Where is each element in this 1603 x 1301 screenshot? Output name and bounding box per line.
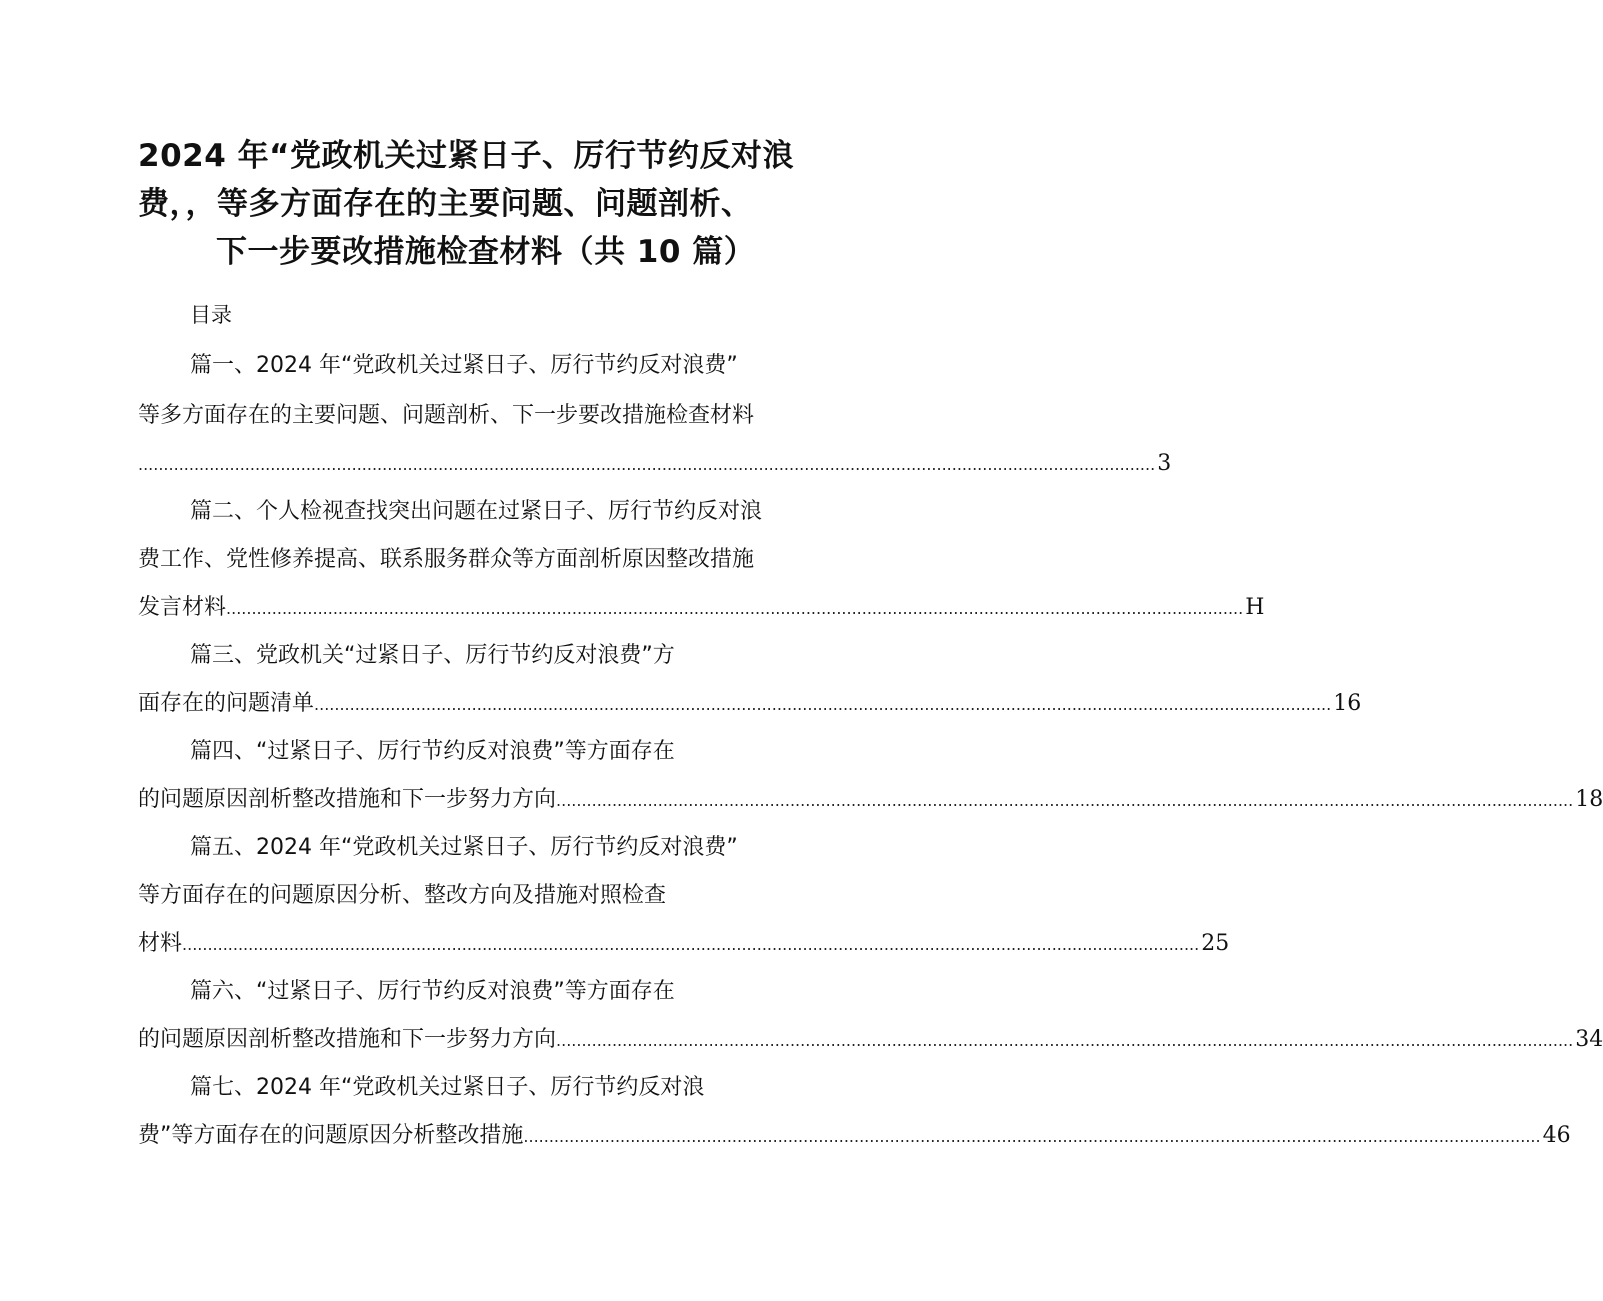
dot-leader: ........................................................................................................................................................................................................ xyxy=(138,455,1156,474)
toc-entry-line: 篇二、个人检视查找突出问题在过紧日子、厉行节约反对浪 xyxy=(190,499,763,524)
toc-leader-line xyxy=(138,444,1172,484)
toc-entry-line: 等方面存在的问题原因分析、整改方向及措施对照检查 xyxy=(138,883,667,908)
title-line-2: 费，，等多方面存在的主要问题、问题剖析、 xyxy=(138,186,753,222)
dot-leader: ........................................................................................................................................................................................................ xyxy=(226,599,1244,618)
toc-leader-line xyxy=(138,1020,1603,1060)
toc-leader-line xyxy=(138,588,1265,628)
toc-page-number: 3 xyxy=(1157,451,1172,476)
title-line-3: 下一步要改措施检查材料（共 10 篇） xyxy=(216,234,756,270)
toc-leader-line xyxy=(138,684,1362,724)
toc-entry-line: 篇六、“过紧日子、厉行节约反对浪费”等方面存在 xyxy=(190,979,675,1004)
toc-leader-line xyxy=(138,780,1603,820)
toc-page-number: 18 xyxy=(1575,787,1603,812)
toc-entry-line: 篇三、党政机关“过紧日子、厉行节约反对浪费”方 xyxy=(190,643,675,668)
toc-entry-line: 篇一、2024 年“党政机关过紧日子、厉行节约反对浪费” xyxy=(190,353,738,378)
toc-entry-line: 篇四、“过紧日子、厉行节约反对浪费”等方面存在 xyxy=(190,739,675,764)
dot-leader: ........................................................................................................................................................................................................ xyxy=(523,1127,1541,1146)
toc-entry-tail: 发言材料 xyxy=(138,595,227,620)
toc-leader-line xyxy=(138,924,1230,964)
dot-leader: ........................................................................................................................................................................................................ xyxy=(182,935,1200,954)
dot-leader: ........................................................................................................................................................................................................ xyxy=(556,791,1574,810)
toc-page-number: 25 xyxy=(1201,931,1230,956)
toc-entry-tail: 费”等方面存在的问题原因分析整改措施 xyxy=(138,1123,524,1148)
dot-leader: ........................................................................................................................................................................................................ xyxy=(556,1031,1574,1050)
toc-entry-line: 等多方面存在的主要问题、问题剖析、下一步要改措施检查材料 xyxy=(138,403,755,428)
toc-entry-tail: 材料 xyxy=(138,931,183,956)
toc-heading: 目录 xyxy=(190,303,232,327)
toc-page-number: 46 xyxy=(1542,1123,1571,1148)
toc-page-number: 34 xyxy=(1575,1027,1603,1052)
toc-entry-tail: 的问题原因剖析整改措施和下一步努力方向 xyxy=(138,1027,557,1052)
toc-page-number: H xyxy=(1245,595,1265,620)
toc-entry-line: 篇五、2024 年“党政机关过紧日子、厉行节约反对浪费” xyxy=(190,835,738,860)
title-line-1: 2024 年“党政机关过紧日子、厉行节约反对浪 xyxy=(138,138,794,174)
toc-page-number: 16 xyxy=(1333,691,1362,716)
dot-leader: ........................................................................................................................................................................................................ xyxy=(314,695,1332,714)
toc-entry-line: 篇七、2024 年“党政机关过紧日子、厉行节约反对浪 xyxy=(190,1075,705,1100)
toc-entry-line: 费工作、党性修养提高、联系服务群众等方面剖析原因整改措施 xyxy=(138,547,755,572)
toc-entry-tail: 面存在的问题清单 xyxy=(138,691,315,716)
toc-leader-line xyxy=(138,1116,1571,1156)
toc-entry-tail: 的问题原因剖析整改措施和下一步努力方向 xyxy=(138,787,557,812)
